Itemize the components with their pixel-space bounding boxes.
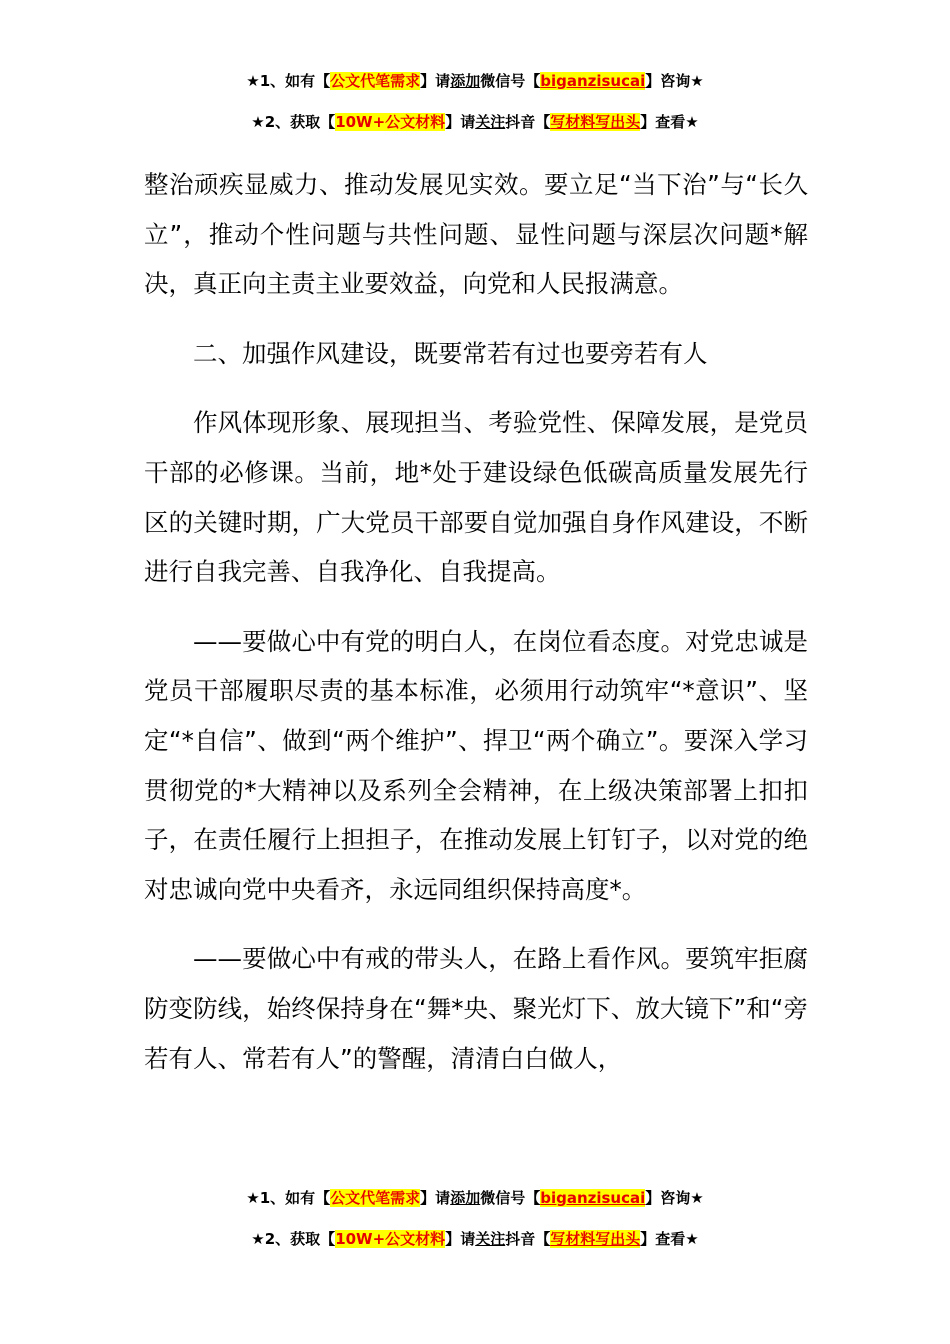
banner-highlight: 10W+公文材料	[335, 113, 446, 131]
banner-text: 微信号【	[480, 72, 541, 90]
banner-douyin-id: 写材料写出头	[550, 113, 641, 131]
bottom-banner-line-1	[0, 1187, 950, 1209]
banner-highlight: 公文代笔需求	[330, 1189, 421, 1207]
banner-text: 抖音【	[505, 1230, 551, 1248]
paragraph: ——要做心中有党的明白人，在岗位看态度。对党忠诚是党员干部履职尽责的基本标准，必须用行动筑牢“*意识”、坚定“*自信”、做到“两个维护”、捍卫“两个确立”。要深入学习贯彻党的*大精神以及系列全会精神，在上级决策部署上扣扣子，在责任履行上担担子，在推动发展上钉钉子，以对党的绝对忠诚向党中央看齐，永远同组织保持高度*。	[144, 626, 808, 904]
banner-highlight: 公文代笔需求	[330, 72, 421, 90]
banner-underline: 关注	[475, 1230, 506, 1248]
paragraph: ——要做心中有戒的带头人，在路上看作风。要筑牢拒腐防变防线，始终保持身在“舞*央、聚光灯下、放大镜下”和“旁若有人、常若有人”的警醒，清清白白做人，	[144, 944, 808, 1073]
banner-wechat-id: biganzisucai	[540, 72, 646, 90]
top-banner-line-2	[0, 111, 950, 133]
banner-wechat-id: biganzisucai	[540, 1189, 646, 1207]
banner-underline: 添加	[450, 72, 481, 90]
banner-text: ★2、获取【	[251, 1230, 336, 1248]
banner-text: ★1、如有【	[246, 1189, 331, 1207]
banner-text: 】查看★	[640, 113, 699, 131]
document-body	[144, 160, 808, 1083]
top-banner-line-1	[0, 70, 950, 92]
banner-text: ★1、如有【	[246, 72, 331, 90]
banner-douyin-id: 写材料写出头	[550, 1230, 641, 1248]
banner-highlight: 10W+公文材料	[335, 1230, 446, 1248]
bottom-banner-line-2	[0, 1228, 950, 1250]
banner-underline: 关注	[475, 113, 506, 131]
banner-text: 】咨询★	[645, 72, 704, 90]
paragraph: 作风体现形象、展现担当、考验党性、保障发展，是党员干部的必修课。当前，地*处于建设绿色低碳高质量发展先行区的关键时期，广大党员干部要自觉加强自身作风建设，不断进行自我完善、自我净化、自我提高。	[144, 408, 808, 587]
banner-text: 】查看★	[640, 1230, 699, 1248]
banner-text: 抖音【	[505, 113, 551, 131]
banner-text: 】请	[420, 72, 451, 90]
banner-text: 微信号【	[480, 1189, 541, 1207]
banner-text: 】请	[445, 1230, 476, 1248]
banner-text: 】请	[420, 1189, 451, 1207]
section-heading: 二、加强作风建设，既要常若有过也要旁若有人	[193, 338, 708, 368]
banner-underline: 添加	[450, 1189, 481, 1207]
paragraph: 整治顽疾显威力、推动发展见实效。要立足“当下治”与“长久立”，推动个性问题与共性问题、显性问题与深层次问题*解决，真正向主责主业要效益，向党和人民报满意。	[144, 170, 808, 299]
banner-text: ★2、获取【	[251, 113, 336, 131]
banner-text: 】请	[445, 113, 476, 131]
banner-text: 】咨询★	[645, 1189, 704, 1207]
